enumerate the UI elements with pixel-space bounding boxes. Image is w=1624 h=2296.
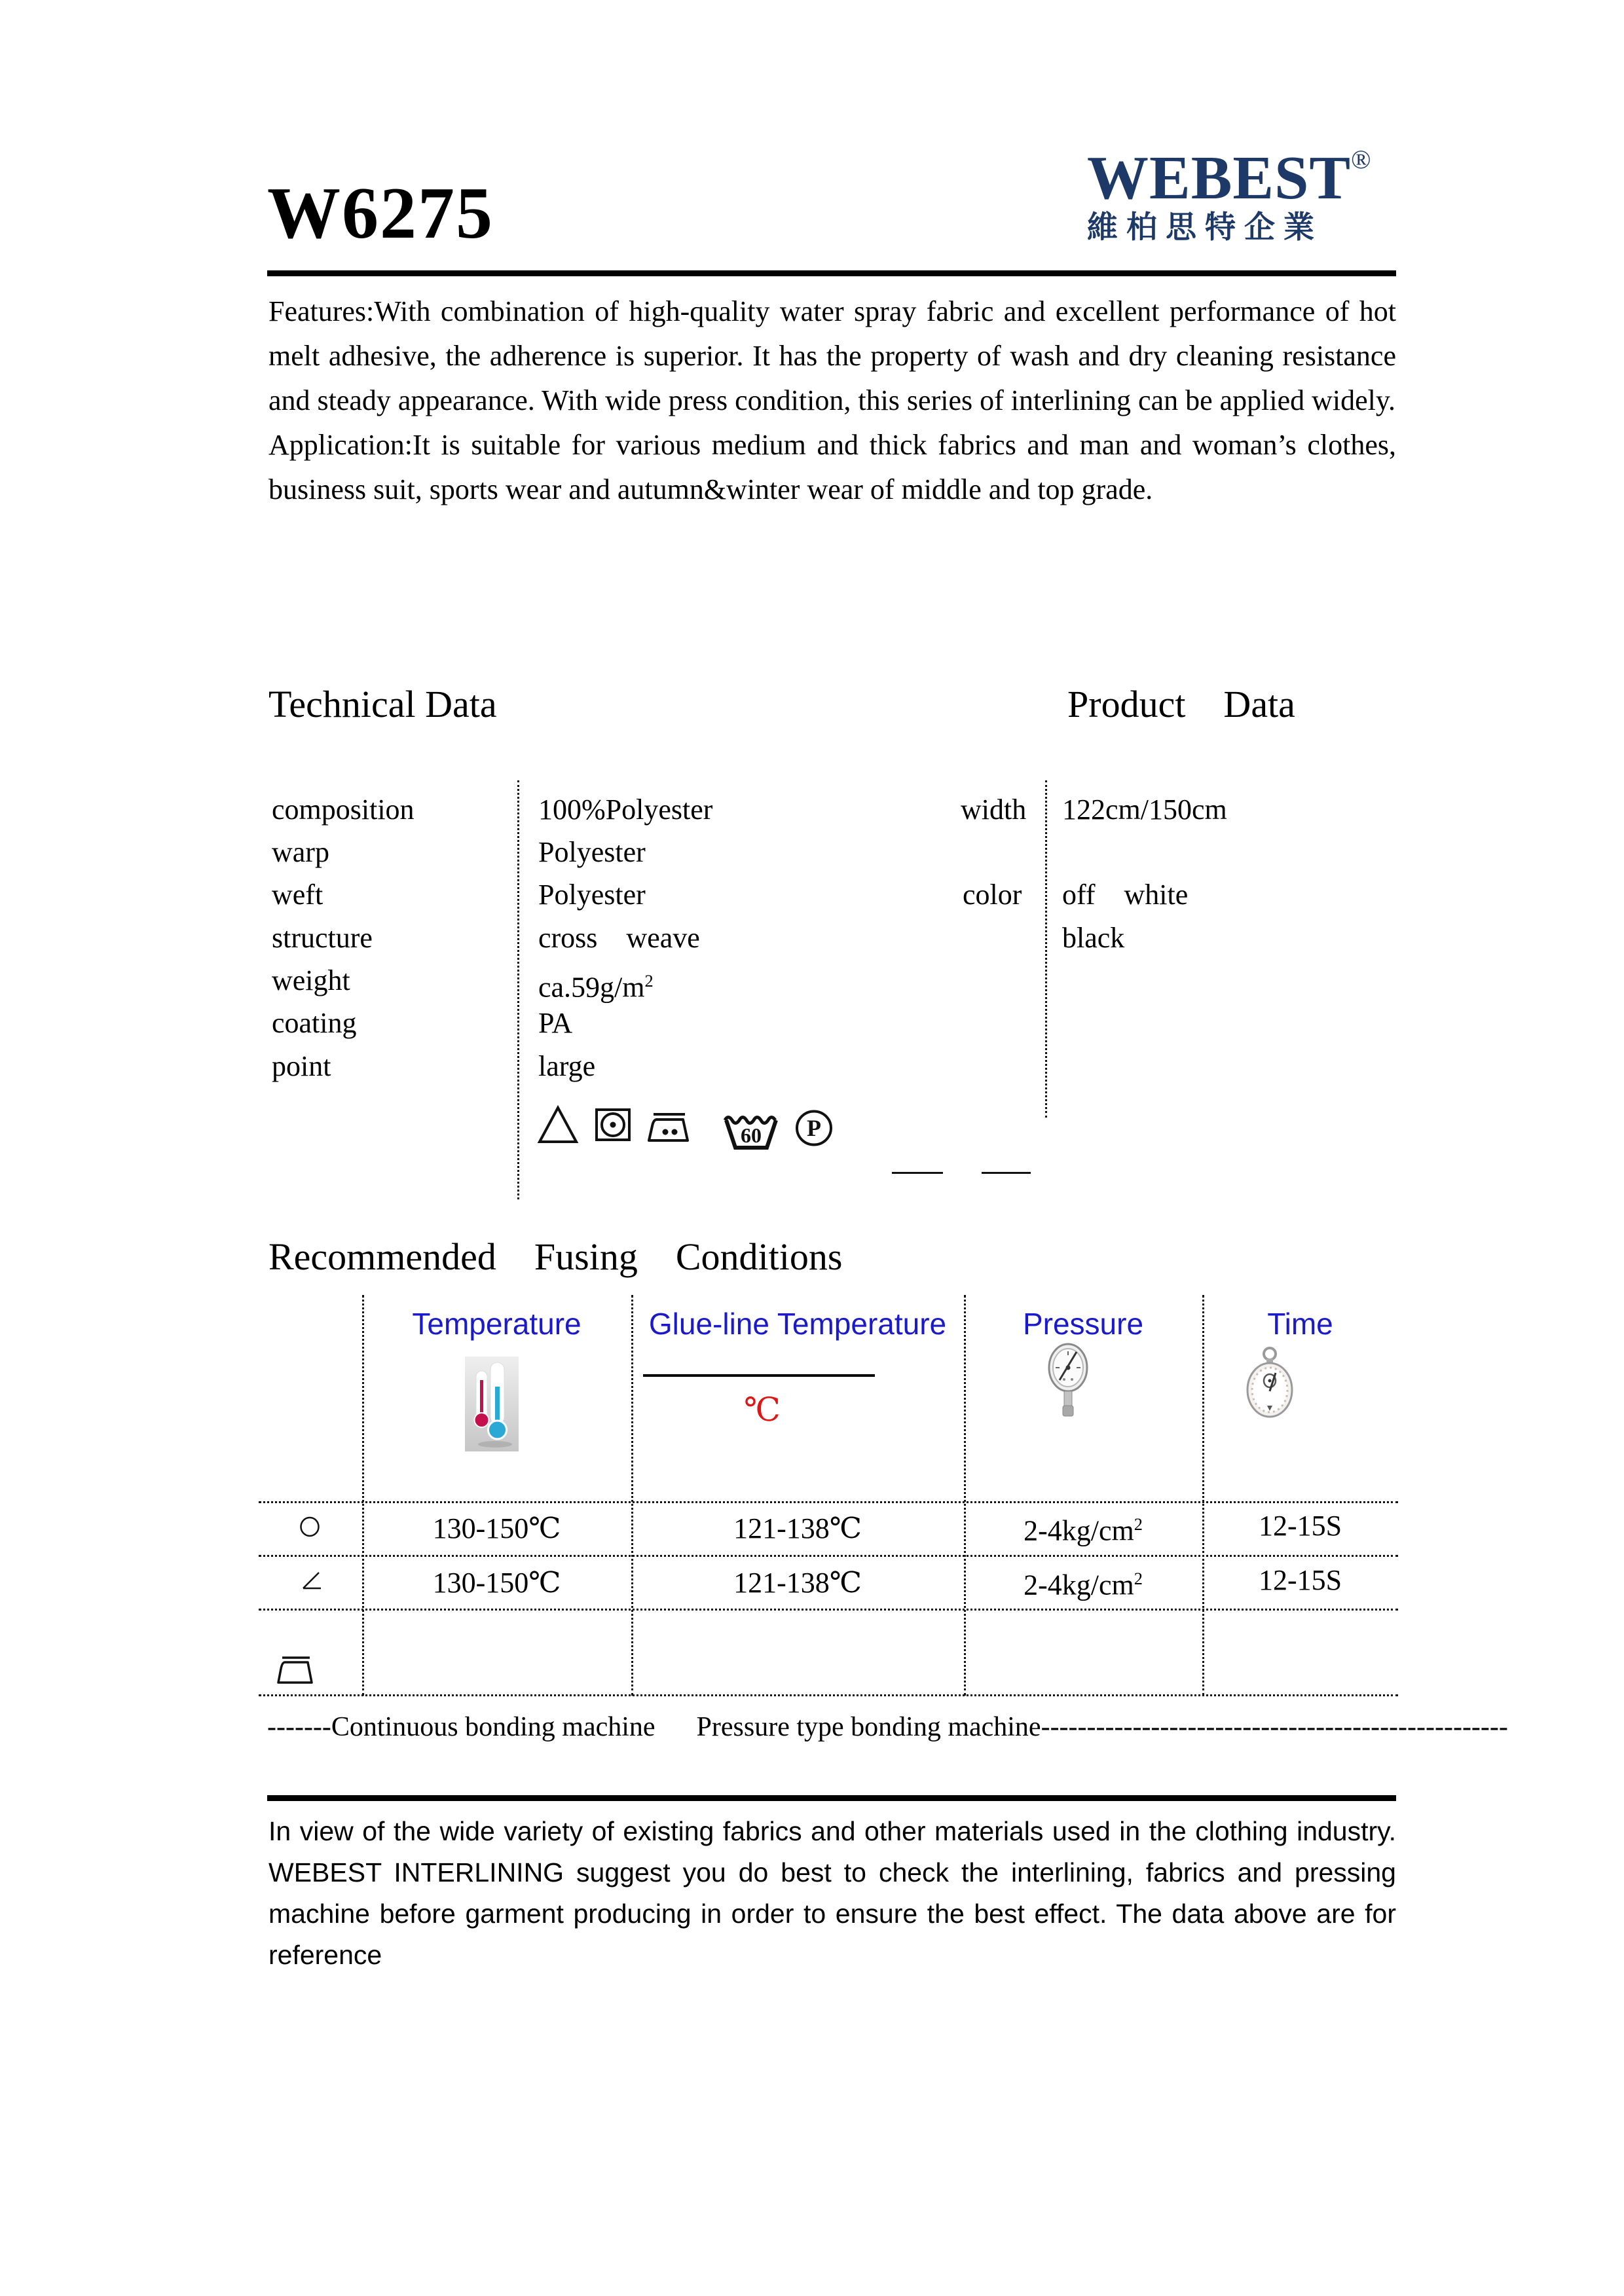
fusing-grid-vline [964,1295,966,1696]
fusing-col-time: Time [1267,1307,1333,1341]
page-title: W6275 [267,173,494,254]
tech-label: point [272,1050,331,1082]
tech-value: Polyester [538,879,646,911]
product-width-value: 122cm/150cm [1062,793,1227,826]
tech-label: warp [272,836,329,868]
iron-two-dots-icon [646,1110,692,1144]
dry-clean-p-icon [794,1109,834,1147]
fusing-col-pressure: Pressure [1022,1307,1144,1341]
pressure-gauge-icon [1046,1342,1090,1422]
brand-logo [1087,144,1395,245]
fusing-value-glue: 121-138℃ [733,1567,862,1599]
product-color-value: black [1062,922,1125,954]
iron-symbol [275,1654,316,1686]
tech-value: $ca.59g/m^2$ [538,971,654,1004]
fusing-col-glue-line: Glue-line Temperature [648,1307,947,1341]
bleach-triangle-icon [537,1105,579,1144]
fusing-value-temp: 130-150℃ [432,1567,561,1599]
fusing-value-time: 12-15S [1258,1564,1342,1596]
wash-temperature-label: 60 [741,1123,762,1147]
fusing-grid-vline [1202,1295,1204,1696]
header-divider [267,270,1396,276]
technical-table-divider [517,780,519,1199]
brand-logo-text: WEBEST® [1087,144,1372,212]
blank-line [982,1172,1031,1174]
fusing-value-pressure: $2-4kg/cm^2$ [1024,1514,1143,1547]
bonding-machine-footnote: -------Continuous bonding machine Pressure type bonding machine--------------------------------------------------- [267,1712,1508,1742]
footer-note: In view of the wide variety of existing fabrics and other materials used in the clothing industry. WEBEST INTERLINING suggest you do best to check the interlining, fabrics and pressing machine before garment producing in order to ensure the best effect. The data above are for reference [268,1816,1396,1970]
tech-label: weight [272,964,350,996]
application-paragraph: Application:It is suitable for various medium and thick fabrics and man and woman’s clothes, business suit, sports wear and autumn&winter wear of middle and top grade. [268,429,1396,505]
product-color-label: color [963,879,1022,911]
circle-symbol [299,1516,321,1537]
wash-60-icon [722,1112,780,1152]
fusing-value-time: 12-15S [1258,1510,1342,1542]
fusing-value-temp: 130-150℃ [432,1512,561,1544]
tech-label: coating [272,1007,357,1039]
registered-trademark-icon: ® [1351,145,1372,174]
fusing-grid-hline [259,1501,1398,1503]
thermometer-icon [465,1357,519,1451]
glue-line-unit: ℃ [744,1391,781,1428]
tech-value: large [538,1050,596,1082]
brand-company-cn: 維柏思特企業 [1087,211,1323,245]
technical-data-heading: Technical Data [268,683,497,725]
fusing-grid-hline [259,1609,1398,1611]
fusing-grid-vline [362,1295,364,1696]
tech-value: PA [538,1007,573,1039]
tech-value: Polyester [538,836,646,868]
weight-superscript: 2 [644,971,654,991]
product-width-label: width [961,793,1027,826]
tech-label: composition [272,793,415,826]
tech-value: cross weave [538,922,700,954]
fusing-col-temperature: Temperature [412,1307,581,1341]
fusing-value-glue: 121-138℃ [733,1512,862,1544]
fusing-grid-hline [259,1555,1398,1557]
fusing-grid-vline [631,1295,633,1696]
fusing-value-pressure: $2-4kg/cm^2$ [1024,1569,1143,1601]
tech-value: 100%Polyester [538,793,713,826]
stopwatch-icon [1242,1345,1297,1419]
pressure-superscript: 2 [1134,1569,1143,1588]
footer-divider [267,1795,1396,1801]
features-paragraph: Features:With combination of high-quality water spray fabric and excellent performance of hot melt adhesive, the adherence is superior. It has the property of wash and dry cleaning resistance and steady appearance. With wide press condition, this series of interlining can be applied widely. [268,295,1396,416]
fusing-grid-hline [259,1694,1398,1696]
pressure-superscript: 2 [1134,1514,1143,1534]
tumble-dry-icon [595,1108,631,1142]
product-data-heading: Product Data [1067,683,1295,725]
product-color-value: off white [1062,879,1189,911]
tech-label: weft [272,879,323,911]
dry-clean-letter: P [807,1115,821,1141]
product-table-divider [1045,780,1047,1118]
fusing-conditions-heading: Recommended Fusing Conditions [268,1235,843,1278]
glue-line-underline [643,1374,875,1377]
angle-symbol [300,1570,323,1591]
tech-label: structure [272,922,373,954]
blank-line [892,1172,943,1174]
intro-section [268,289,1396,512]
